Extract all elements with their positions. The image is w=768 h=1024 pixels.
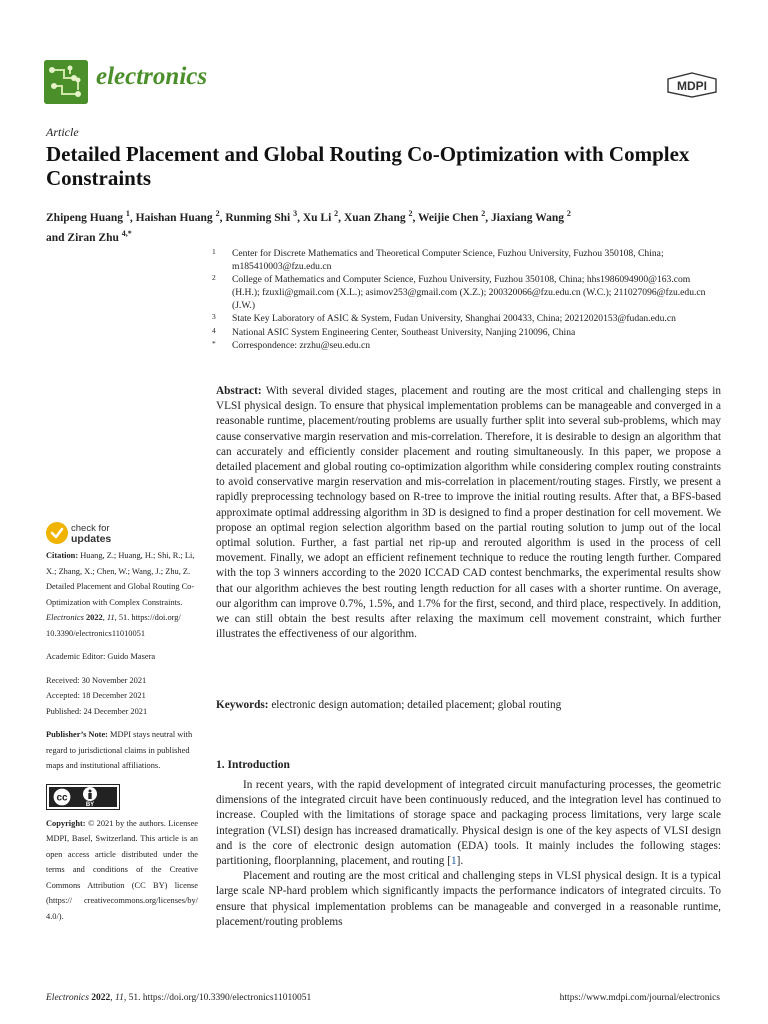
author: Xu Li $^2$, — [302, 209, 344, 224]
keywords-label: Keywords: — [216, 699, 269, 711]
reference-link[interactable]: 1 — [450, 855, 457, 868]
affiliation-item: 2 College of Mathematics and Computer Science, Fuzhou University, Fuzhou 350108, China; hhs1986094900@163.com (H.H.); fzuxli@gmail.com (X.L.); asimov253@gmail.com (X.Z.); 200320066@fzu.edu.cn (W.C.); 211027096@fzu.edu.cn (J.W.) — [212, 273, 706, 312]
cc-by-license-icon[interactable] — [46, 784, 120, 810]
accepted-date: Accepted: 18 December 2021 — [46, 691, 146, 700]
affiliation-item: * Correspondence: zrzhu@seu.edu.cn — [212, 338, 371, 351]
author: Runming Shi $^3$, — [225, 209, 303, 224]
cc-label: cc — [56, 792, 68, 803]
publisher-name: MDPI — [677, 79, 707, 93]
author-list — [46, 206, 726, 246]
publisher-logo — [666, 72, 718, 98]
section-heading: 1. Introduction — [216, 759, 290, 771]
citation-doi-link[interactable]: , 51. https://doi.org/ 10.3390/electronics11010051 — [46, 613, 181, 638]
footer-journal-url[interactable]: https://www.mdpi.com/journal/electronics — [559, 993, 720, 1003]
copyright-notice: Copyright: © 2021 by the authors. Licensee MDPI, Basel, Switzerland. This article is an open access article distributed under the terms and conditions of the Creative Commons Attribution (CC BY) license (https:// creativecommons.org/licenses/by/ 4.0/). — [46, 818, 198, 921]
affiliation-item: 3 State Key Laboratory of ASIC & System, Fudan University, Shanghai 200433, China; 20212020153@fudan.edu.cn — [212, 312, 676, 325]
publisher-note: Publisher’s Note: MDPI stays neutral with regard to jurisdictional claims in published maps and institutional affiliations. — [46, 730, 193, 770]
received-date: Received: 30 November 2021 — [46, 675, 147, 685]
academic-editor: Academic Editor: Guido Masera — [46, 652, 156, 661]
author: and Ziran Zhu $^{4,*}$ — [46, 228, 132, 244]
journal-logo-icon — [44, 60, 88, 104]
paragraph: In recent years, with the rapid development of integrated circuit manufacturing processes, the geometric dimensions of the integrated circuit have been continuously reduced, and the integration level has continued to increase. Coupled with the limitations of storage space and packaging process limitations, very large scale integration (VLSI) design has increased dramatically. Physical design is one of the key aspects of VLSI design and is the core of electronic design automation (EDA) tools. It mainly includes the following stages: partitioning, floorplanning, placement, and routing [1]. — [216, 779, 721, 868]
abstract-text: With several divided stages, placement and routing are the most critical and challenging steps in VLSI physical design. To ensure that physical implementation problems can be manageable and converged in a reasonable runtime, placement/routing problems are usually further split into several sub-problems, which may cause conservative margin reservation and mis-correlation. Therefore, it is desirable to design an algorithm that can accurately and efficiently consider placement and routing simultaneously. In this paper, we propose a detailed placement and global routing co-optimization algorithm while considering complex routing constraints to avoid conservative margin reservation and mis-correlation in placement/routing stages. Firstly, we present a rapidly preprocessing technology based on R-tree to improve the initial routing results. After that, a BFS-based approximate optimal addressing algorithm in 3D is designed to find a proper destination for cell movement. We propose an optimal region selection algorithm based on the partial routing solution to jump out of the local optimal solution. Further, a fast partial net rip-up and rerouted algorithm is used in the process of cell movement. Finally, we adopt an efficient refinement technique to reduce the routing length further. Compared with the top 3 winners according to the 2020 ICCAD CAD contest benchmarks, the experimental results show that our algorithm achieves the best routing length reduction for all cases with a shorter runtime. On average, our algorithm can improve 0.7%, 1.5%, and 1.7% for the first, second, and third place, respectively. In addition, we can still obtain the best results after relaxing the maximum cell movement constraint, which further illustrates the effectiveness of our algorithm. — [216, 385, 721, 641]
abstract-label: Abstract: — [216, 385, 262, 397]
journal-name: electronics — [96, 63, 208, 90]
published-date: Published: 24 December 2021 — [46, 706, 148, 716]
affiliation-item: 1 Center for Discrete Mathematics and Theoretical Computer Science, Fuzhou University, Fuzhou 350108, China; m185410003@fzu.edu.cn — [212, 247, 664, 273]
check-updates-label: check for — [71, 523, 110, 534]
keywords-text: electronic design automation; detailed placement; global routing — [271, 699, 562, 711]
author: Zhipeng Huang $^1$, — [46, 209, 136, 224]
author: Jiaxiang Wang $^2$ — [491, 209, 571, 224]
circuit-icon — [44, 60, 88, 104]
sidebar — [46, 548, 198, 924]
footer-doi-link[interactable]: , 51. https://doi.org/10.3390/electronics11010051 — [123, 993, 312, 1003]
author: Xuan Zhang $^2$, — [343, 209, 419, 224]
affiliations — [210, 247, 720, 352]
footer-citation: Electronics 2022, 11, 51. https://doi.org/10.3390/electronics11010051 — [46, 993, 312, 1003]
author: Haishan Huang $^2$, — [135, 209, 226, 224]
paragraph: Placement and routing are the most critical and challenging steps in VLSI physical design. It is a typical large scale NP-hard problem which significantly impacts the performance indicators of integrated circuits. To ensure that physical implementation problems can be manageable and converged in a reasonable runtime, placement/routing problems — [216, 870, 721, 928]
dates — [46, 673, 198, 720]
author: Weijie Chen $^2$, — [418, 209, 492, 224]
introduction-body — [216, 778, 721, 930]
article-type: Article — [46, 125, 79, 139]
check-updates-label-bold: updates — [71, 533, 112, 545]
paper-title: Detailed Placement and Global Routing Co-Optimization with Complex Constraints — [46, 142, 690, 190]
check-updates-icon — [46, 522, 68, 544]
keywords — [216, 698, 721, 713]
abstract — [216, 384, 721, 642]
affiliation-item: 4 National ASIC System Engineering Center, Southeast University, Nanjing 210096, China — [212, 325, 576, 338]
citation: Citation: Huang, Z.; Huang, H.; Shi, R.; Li, X.; Zhang, X.; Chen, W.; Wang, J.; Zhu, Z. Detailed Placement and Global Routing Co-Optimization with Complex Constraints. Electronics 2022, 11, 51. https://doi.org/ 10.3390/electronics11010051 — [46, 551, 195, 638]
by-label: BY — [85, 801, 95, 808]
